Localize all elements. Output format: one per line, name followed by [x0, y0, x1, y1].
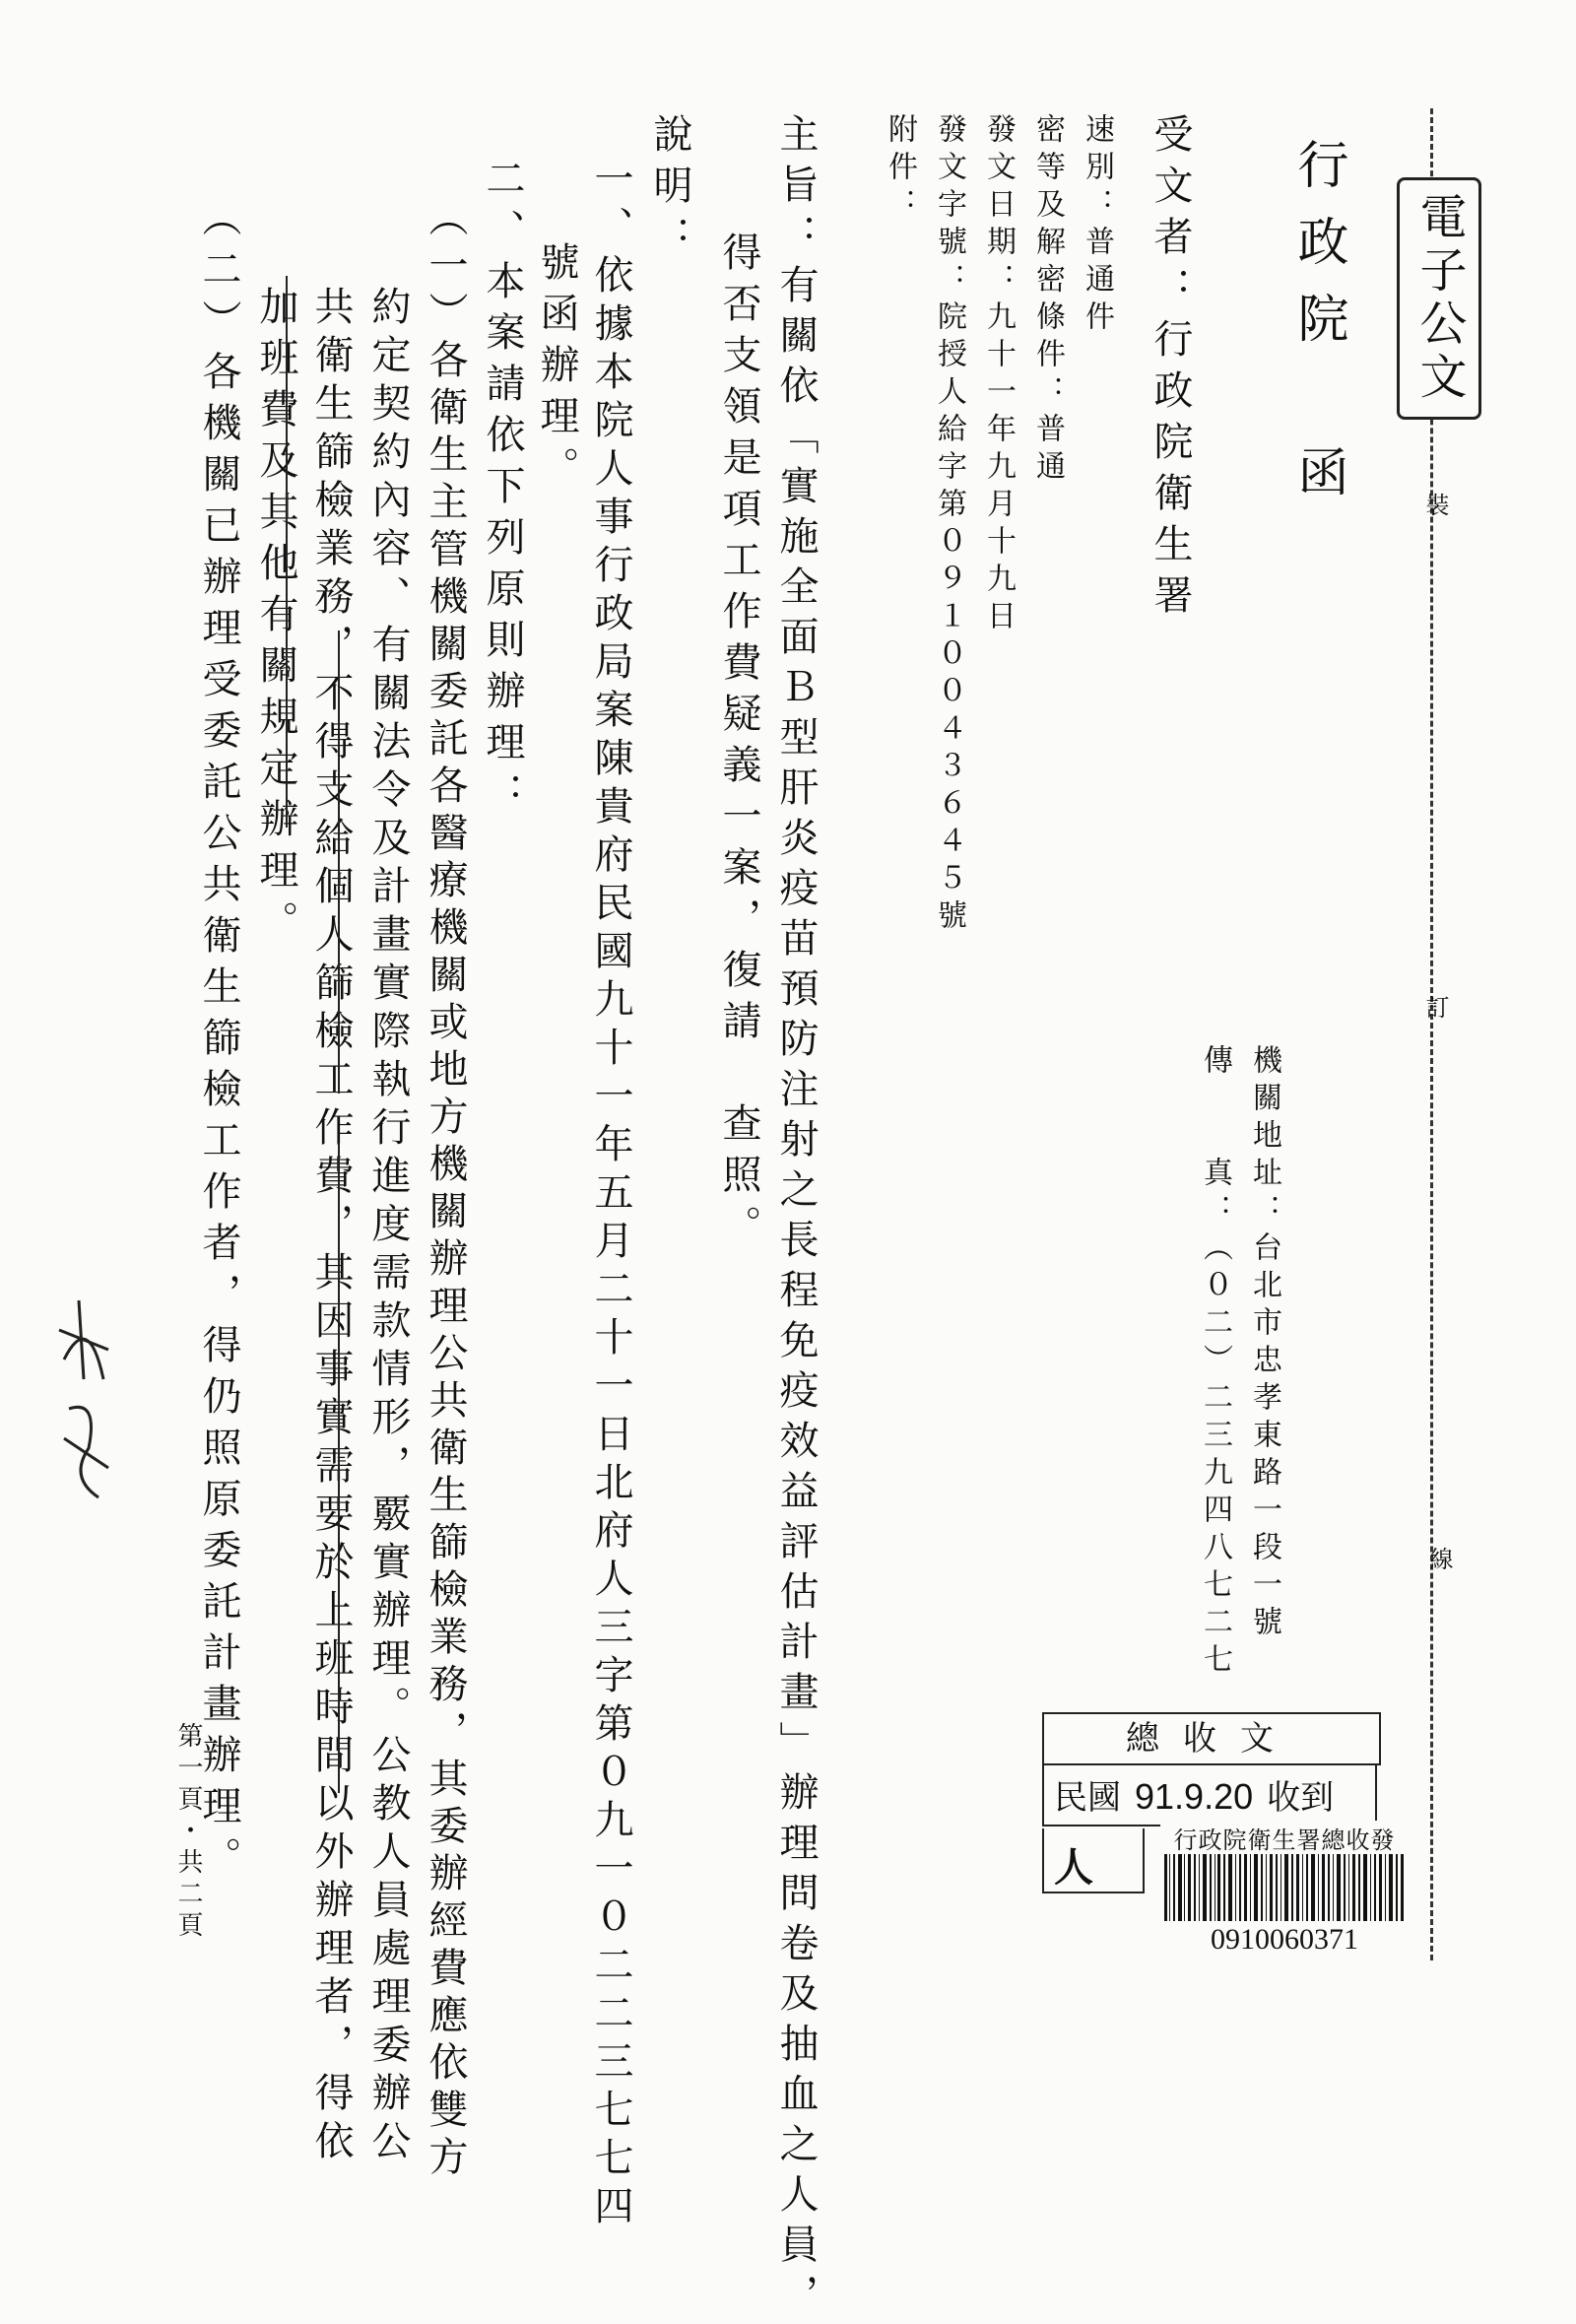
recipient: 受文者：行政院衛生署	[1148, 113, 1193, 626]
receipt-handler-cell	[1042, 1828, 1145, 1893]
subject-line-2: 得否支領是項工作費疑義一案，復請 查照。	[716, 232, 761, 1256]
electronic-document-seal: 電子公文	[1397, 177, 1481, 420]
barcode-number: 0910060371	[1211, 1923, 1358, 1956]
handwritten-mark	[49, 1291, 118, 1527]
explanation-item-2-1-line-1: （一）各衛生主管機關委託各醫療機關或地方機關辦理公共衛生篩檢業務，其委辦經費應依雙方	[423, 197, 468, 2183]
explanation-item-2: 二、本案請依下列原則辦理：	[480, 158, 525, 824]
handwritten-underline	[338, 1143, 340, 1793]
barcode-icon	[1160, 1854, 1409, 1921]
subject-line-1: 主旨：有關依「實施全面Ｂ型肝炎疫苗預防注射之長程免疫效益評估計畫」辦理問卷及抽血之人員，	[773, 113, 819, 2324]
binding-mark-ding: 訂	[1421, 995, 1449, 1019]
explanation-item-1-line-2: 號函辦理。	[534, 241, 579, 498]
receipt-date-row	[1042, 1763, 1377, 1826]
attachment-label: 附件：	[883, 113, 917, 226]
agency-fax: 傳 真：（０二）二三九四八七二七	[1198, 1044, 1232, 1681]
receipt-suffix: 收到	[1267, 1778, 1335, 1818]
explanation-item-1-line-1: 一、依據本院人事行政局案陳貴府民國九十一年五月二十一日北府人三字第０九一０二二三七七四	[588, 158, 633, 2233]
barcode-label	[1160, 1821, 1409, 1959]
receipt-prefix: 民國	[1054, 1778, 1121, 1818]
receipt-title: 總收文	[1042, 1712, 1381, 1765]
handwritten-underline	[338, 631, 340, 1094]
explanation-item-2-2: （二）各機關已辦理受委託公共衛生篩檢工作者，得仍照原委託計畫辦理。	[196, 197, 241, 1888]
speed-category: 速別：普通件	[1080, 113, 1114, 338]
page-number: 第一頁・共二頁	[173, 1722, 203, 1943]
document-title: 行政院 函	[1288, 138, 1347, 522]
agency-address: 機關地址：台北市忠孝東路一段一號	[1247, 1044, 1281, 1643]
receipt-date: 91.9.20	[1135, 1776, 1254, 1817]
binding-mark-zhuang: 裝	[1421, 493, 1449, 516]
explanation-item-2-1-line-2: 約定契約內容、有關法令及計畫實際執行進度需款情形，覈實辦理。公教人員處理委辦公	[365, 286, 411, 2168]
explanation-item-2-1-line-3: 共衛生篩檢業務，不得支給個人篩檢工作費，其因事實需要於上班時間以外辦理者，得依	[308, 286, 354, 2168]
secrecy-level: 密等及解密條件：普通	[1030, 113, 1065, 488]
document-number: 發文字號：院授人給字第０９１００４３６４５號	[932, 113, 966, 937]
issue-date: 發文日期：九十一年九月十九日	[981, 113, 1016, 637]
explanation-label: 說明：	[647, 113, 692, 267]
receipt-handler-mark: 人	[1054, 1844, 1093, 1891]
binding-mark-xian: 線	[1425, 1547, 1453, 1570]
explanation-item-2-1-line-4: 加班費及其他有關規定辦理。	[253, 286, 298, 952]
barcode-title: 行政院衛生署總收發	[1173, 1826, 1396, 1854]
handwritten-underline	[286, 276, 288, 828]
